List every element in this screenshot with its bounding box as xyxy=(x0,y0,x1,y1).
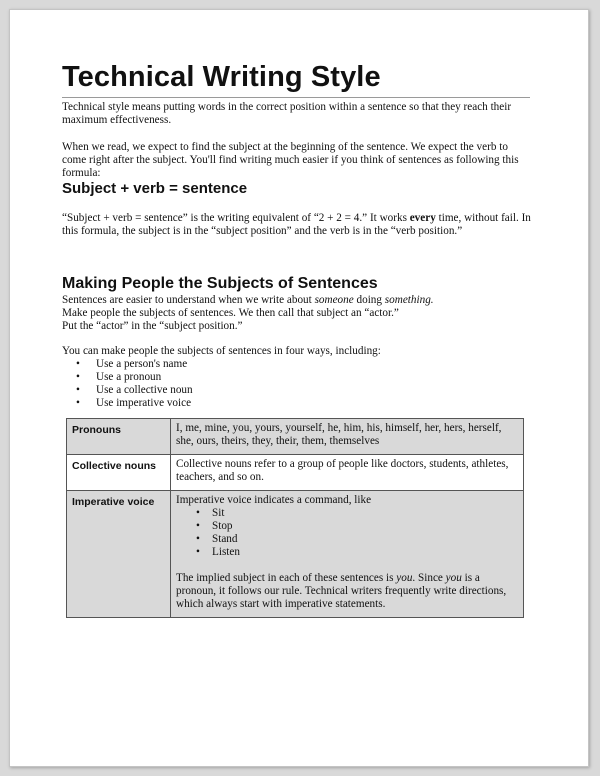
formula-explanation-part1: “Subject + verb = sentence” is the writing equivalent of “2 + 2 = 4.” It works xyxy=(62,212,410,224)
table-row xyxy=(67,419,524,455)
formula-explanation-part2: time, without fail. In this formula, the subject is in the “subject position” and the verb is in the “verb position.” xyxy=(62,212,531,237)
section-heading: Making People the Subjects of Sentences xyxy=(62,275,378,292)
section-emphasis-someone: someone xyxy=(314,294,354,306)
list-item: • Stand xyxy=(176,533,517,546)
expectation-paragraph: When we read, we expect to find the subject at the beginning of the sentence. We expect the verb to come right after the subject. You'll find writing much easier if you think of sentences as following this formula: xyxy=(62,141,519,179)
section-text: Sentences are easier to understand when we write about xyxy=(62,294,315,306)
ways-intro: You can make people the subjects of sentences in four ways, including: xyxy=(62,345,381,357)
formula-heading: Subject + verb = sentence xyxy=(62,180,248,197)
section-paragraph xyxy=(62,294,532,333)
closing-text: . Since xyxy=(412,572,446,584)
closing-text: The implied subject in each of these sentences is xyxy=(176,572,397,584)
list-item: • Use a collective noun xyxy=(62,384,193,397)
row-content-imperative-voice xyxy=(171,491,524,618)
formula-explanation-emphasis: every xyxy=(409,212,436,224)
intro-paragraph: Technical style means putting words in the correct position within a sentence so that they reach their maximum effectiveness. xyxy=(62,101,512,126)
row-content-collective-nouns: Collective nouns refer to a group of people like doctors, students, athletes, teachers, and so on. xyxy=(171,455,524,491)
title-rule xyxy=(62,97,530,98)
formula-explanation xyxy=(62,212,532,238)
section-text: Put the “actor” in the “subject position.” xyxy=(62,320,243,332)
row-label-imperative-voice: Imperative voice xyxy=(67,491,171,618)
table-row xyxy=(67,455,524,491)
imperative-closing xyxy=(176,572,517,611)
closing-text: is a pronoun, it follows our rule. Technical writers frequently write directions, which always start with imperative statements. xyxy=(176,572,507,610)
closing-emphasis-you: you xyxy=(445,572,462,584)
list-item: • Stop xyxy=(176,520,517,533)
list-item: • Listen xyxy=(176,546,517,559)
list-item: • Use a person's name xyxy=(62,358,193,371)
table-row xyxy=(67,491,524,618)
document-title: Technical Writing Style xyxy=(62,61,381,93)
section-text: Make people the subjects of sentences. We then call that subject an “actor.” xyxy=(62,307,399,319)
row-label-collective-nouns: Collective nouns xyxy=(67,455,171,491)
list-item: • Sit xyxy=(176,507,517,520)
section-text: doing xyxy=(353,294,385,306)
ways-list xyxy=(62,358,193,410)
list-item: • Use imperative voice xyxy=(62,397,193,410)
subjects-table xyxy=(66,418,524,618)
list-item: • Use a pronoun xyxy=(62,371,193,384)
section-emphasis-something: something. xyxy=(384,294,434,306)
closing-emphasis-you: you xyxy=(396,572,413,584)
imperative-examples xyxy=(176,507,517,559)
imperative-intro: Imperative voice indicates a command, like xyxy=(176,494,372,506)
row-label-pronouns: Pronouns xyxy=(67,419,171,455)
row-content-pronouns: I, me, mine, you, yours, yourself, he, him, his, himself, her, hers, herself, she, ours, theirs, they, their, them, themselves xyxy=(171,419,524,455)
